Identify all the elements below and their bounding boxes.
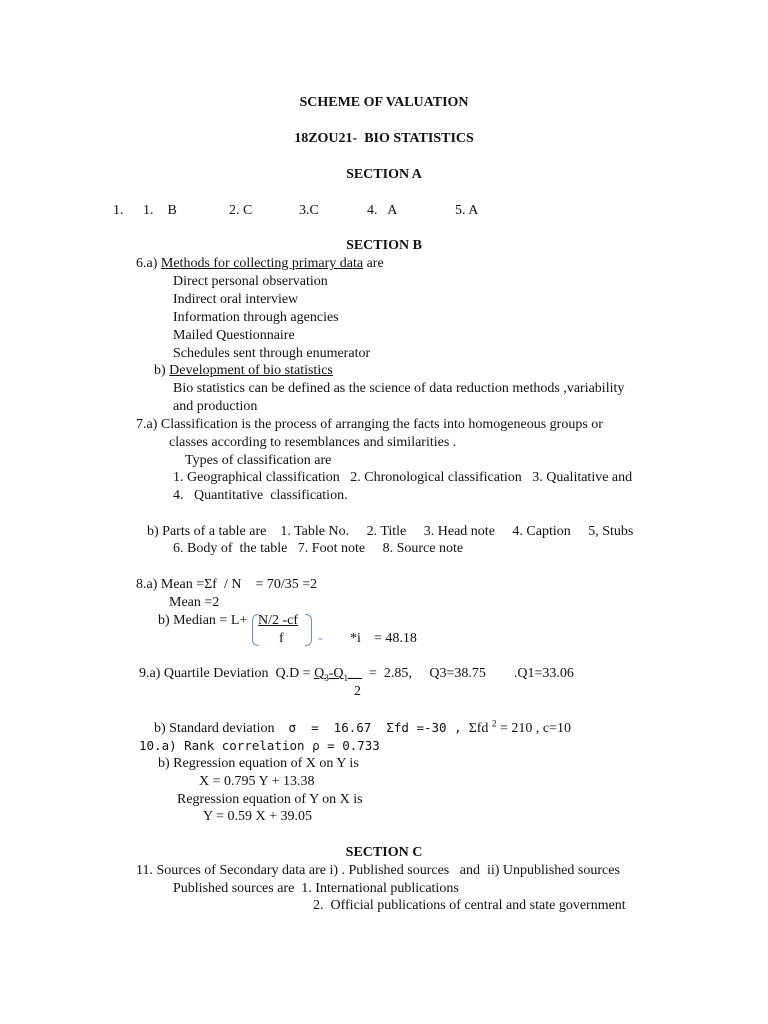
section-c-heading: SECTION C <box>345 845 423 860</box>
q7a-line-1: 7.a) Classification is the process of arranging the facts into homogeneous groups or <box>136 417 603 432</box>
q9a-suffix: = 2.85, Q3=38.75 .Q1=33.06 <box>361 666 574 681</box>
q10a-line: 10.a) Rank correlation ρ = 0.733 <box>139 738 380 753</box>
method-item: Mailed Questionnaire <box>173 328 295 343</box>
section-a-answer-4: 4. A <box>367 203 398 218</box>
q10b-yx-label: Regression equation of Y on X is <box>177 792 363 807</box>
q9b-suffix: = 210 , c=10 <box>496 721 571 736</box>
q9b-sigma: σ = 16.67 Σfd =-30 , <box>288 720 462 735</box>
q6a-prefix: 6.a) <box>136 256 161 271</box>
section-a-answer-2: 2. C <box>229 203 253 218</box>
q9b-line: b) Standard deviation σ = 16.67 Σfd =-30 , Σfd $^2$ = 210 , c=10 <box>154 718 571 736</box>
q9b-prefix: b) Standard deviation <box>154 721 289 736</box>
section-a-heading: SECTION A <box>346 167 422 182</box>
section-a-answer-3: 3.C <box>299 203 319 218</box>
q8b-denominator: f <box>279 631 284 646</box>
q9a-numerator: $Q_3-Q_1\_\_$ <box>314 666 362 683</box>
q11-published-label: Published sources are 1. International publications <box>173 881 459 896</box>
q6a-line <box>136 255 384 272</box>
method-item: Information through agencies <box>173 310 339 325</box>
q7b-line-2: 6. Body of the table 7. Foot note 8. Source note <box>173 541 464 556</box>
median-bracket-right <box>305 614 312 646</box>
q9a-prefix: 9.a) Quartile Deviation Q.D = <box>139 666 315 681</box>
section-a-question-number: 1. <box>113 203 124 218</box>
q6b-text-2: and production <box>173 399 258 414</box>
q8b-prefix: b) Median = L+ <box>158 613 248 628</box>
method-item: Schedules sent through enumerator <box>173 346 371 361</box>
q8a-line: 8.a) Mean =Σf / N = 70/35 =2 <box>136 577 318 592</box>
q11-published-2: 2. Official publications of central and state government <box>313 898 626 913</box>
q6b-line <box>154 362 333 379</box>
q8a-mean: Mean =2 <box>169 595 220 610</box>
section-a-answer-1: 1. B <box>143 203 177 218</box>
q10b-xy-equation: X = 0.795 Y + 13.38 <box>199 774 315 789</box>
q8b-numerator: N/2 -cf <box>258 613 299 628</box>
method-item: Indirect oral interview <box>173 292 299 307</box>
document-title: SCHEME OF VALUATION <box>299 95 469 110</box>
q10b-line: b) Regression equation of X on Y is <box>158 756 359 771</box>
method-item: Direct personal observation <box>173 274 328 289</box>
q7-types-line-2: 4. Quantitative classification. <box>173 488 348 503</box>
q6a-title: Methods for collecting primary data <box>160 256 364 271</box>
q7a-line-2: classes according to resemblances and similarities . <box>169 435 457 450</box>
q6b-prefix: b) <box>154 363 170 378</box>
q8b-tail: *i <box>350 631 361 646</box>
q7-types-line-1: 1. Geographical classification 2. Chronological classification 3. Qualitative and <box>173 470 633 485</box>
q6b-title: Development of bio statistics <box>169 363 333 378</box>
q10b-yx-equation: Y = 0.59 X + 39.05 <box>203 809 312 824</box>
q6b-text-1: Bio statistics can be defined as the science of data reduction methods ,variability <box>173 381 625 396</box>
course-title: 18ZOU21- BIO STATISTICS <box>294 131 474 146</box>
q6a-suffix: are <box>363 256 384 271</box>
q9a-denominator: 2 <box>354 684 361 699</box>
q8b-result: = 48.18 <box>374 631 417 646</box>
q7-types-heading: Types of classification are <box>185 453 332 468</box>
q9a-line <box>139 665 574 682</box>
q7b-line-1: b) Parts of a table are 1. Table No. 2. Title 3. Head note 4. Caption 5, Stubs <box>147 524 634 539</box>
section-a-answer-5: 5. A <box>455 203 479 218</box>
section-b-heading: SECTION B <box>346 238 422 253</box>
q9b-sum-fd2: Σfd <box>461 721 492 736</box>
q11-line: 11. Sources of Secondary data are i) . Published sources and ii) Unpublished sources <box>136 863 620 878</box>
median-bracket-tick: - <box>318 631 323 646</box>
